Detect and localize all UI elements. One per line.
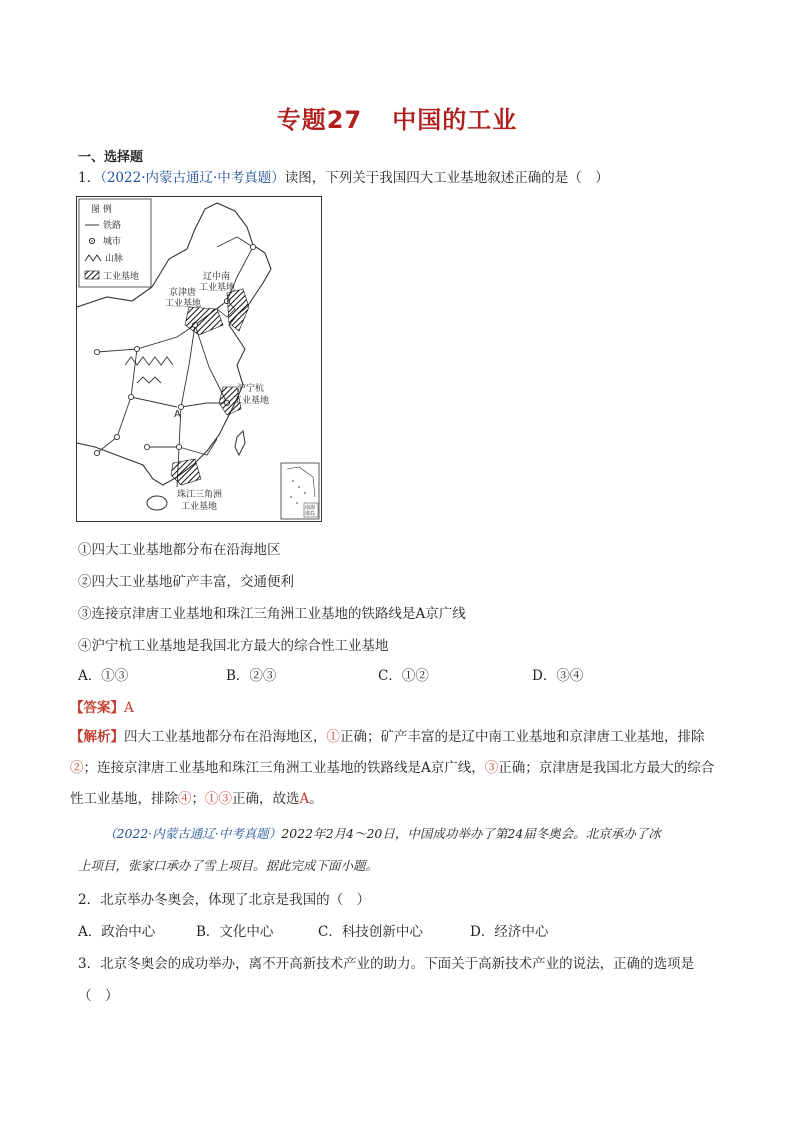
label-liaozhongnan-2: 工业基地: [199, 283, 236, 293]
legend-city: 城市: [103, 237, 122, 247]
q1-option-b[interactable]: B．②③: [226, 668, 277, 684]
base-liaozhongnan: [227, 289, 249, 331]
question-3-line-1: 3．北京冬奥会的成功举办，离不开高新技术产业的助力。下面关于高新技术产业的说法，正确的选项是: [78, 956, 695, 972]
title-text: 中国的工业: [392, 106, 518, 134]
q1-option-a[interactable]: A．①③: [78, 668, 129, 684]
legend-mountain: 山脉: [105, 254, 124, 264]
analysis-paragraph: 【解析】四大工业基地都分布在沿海地区，①正确；矿产丰富的是辽中南工业基地和京津唐工业基地，排除②；连接京津唐工业基地和珠江三角洲工业基地的铁路线是A京广线，③正确；京津唐是我国北方最大的综合性工业基地，排除④；①③正确，故选A。: [70, 729, 715, 807]
label-nanhai-2: 诸岛: [305, 511, 316, 517]
label-huningHang-1: 沪宁杭: [237, 384, 265, 394]
group-intro-line-2: 上项目，张家口承办了雪上项目。据此完成下面小题。: [78, 858, 379, 873]
page-title: [0, 100, 794, 135]
answer-line: [70, 696, 134, 716]
statement-2: ②四大工业基地矿产丰富，交通便利: [78, 574, 294, 590]
label-liaozhongnan-1: 辽中南: [203, 272, 231, 282]
analysis-tag: 【解析】: [70, 729, 124, 745]
question-2: 2．北京举办冬奥会，体现了北京是我国的（ ）: [78, 892, 371, 908]
legend-railway: 铁路: [103, 221, 122, 231]
mountain-ranges: [125, 357, 173, 383]
statement-1: ①四大工业基地都分布在沿海地区: [78, 542, 281, 558]
q2-option-a[interactable]: A．政治中心: [78, 924, 156, 940]
taiwan-island: [235, 431, 245, 455]
label-jingjintang-1: 京津唐: [169, 288, 197, 298]
legend-base: 工业基地: [103, 272, 140, 282]
base-zhujiang: [171, 459, 201, 485]
question-3-line-2: （ ）: [78, 988, 119, 1004]
answer-value: A: [124, 700, 134, 716]
statement-4: ④沪宁杭工业基地是我国北方最大的综合性工业基地: [78, 638, 389, 654]
q1-option-c[interactable]: C．①②: [378, 668, 429, 684]
label-zhujiang-2: 工业基地: [181, 502, 218, 512]
question-source: （2022·内蒙古通辽·中考真题）: [100, 170, 285, 186]
answer-tag: 【答案】: [70, 700, 124, 716]
label-huningHang-2: 工业基地: [233, 396, 270, 406]
legend-title: 图 例: [91, 205, 112, 215]
group-intro-line-1: （2022·内蒙古通辽·中考真题）2022年2月4～20日，中国成功举办了第24届冬奥会。北京承办了冰: [104, 826, 661, 841]
statement-3: ③连接京津唐工业基地和珠江三角洲工业基地的铁路线是A京广线: [78, 606, 466, 622]
section-heading: 一、选择题: [78, 150, 144, 165]
base-jingjintang: [185, 307, 223, 335]
map-svg: [77, 197, 321, 521]
label-zhujiang-1: 珠江三角洲: [177, 490, 223, 500]
q2-option-b[interactable]: B．文化中心: [196, 924, 274, 940]
label-nanhai-1: 南海: [305, 505, 316, 511]
question-number: 1．: [78, 170, 101, 186]
hainan-island: [147, 496, 167, 510]
question-text: 读图，下列关于我国四大工业基地叙述正确的是（ ）: [284, 170, 609, 186]
title-number: 专题27: [276, 106, 363, 134]
q2-option-d[interactable]: D．经济中心: [470, 924, 549, 940]
label-railway-a: A: [174, 409, 181, 420]
q2-option-c[interactable]: C．科技创新中心: [318, 924, 423, 940]
q1-option-d[interactable]: D．③④: [532, 668, 584, 684]
label-jingjintang-2: 工业基地: [165, 299, 202, 309]
question-1: [78, 166, 609, 186]
china-industry-map: [76, 196, 322, 522]
group-source: （2022·内蒙古通辽·中考真题）: [104, 826, 282, 841]
